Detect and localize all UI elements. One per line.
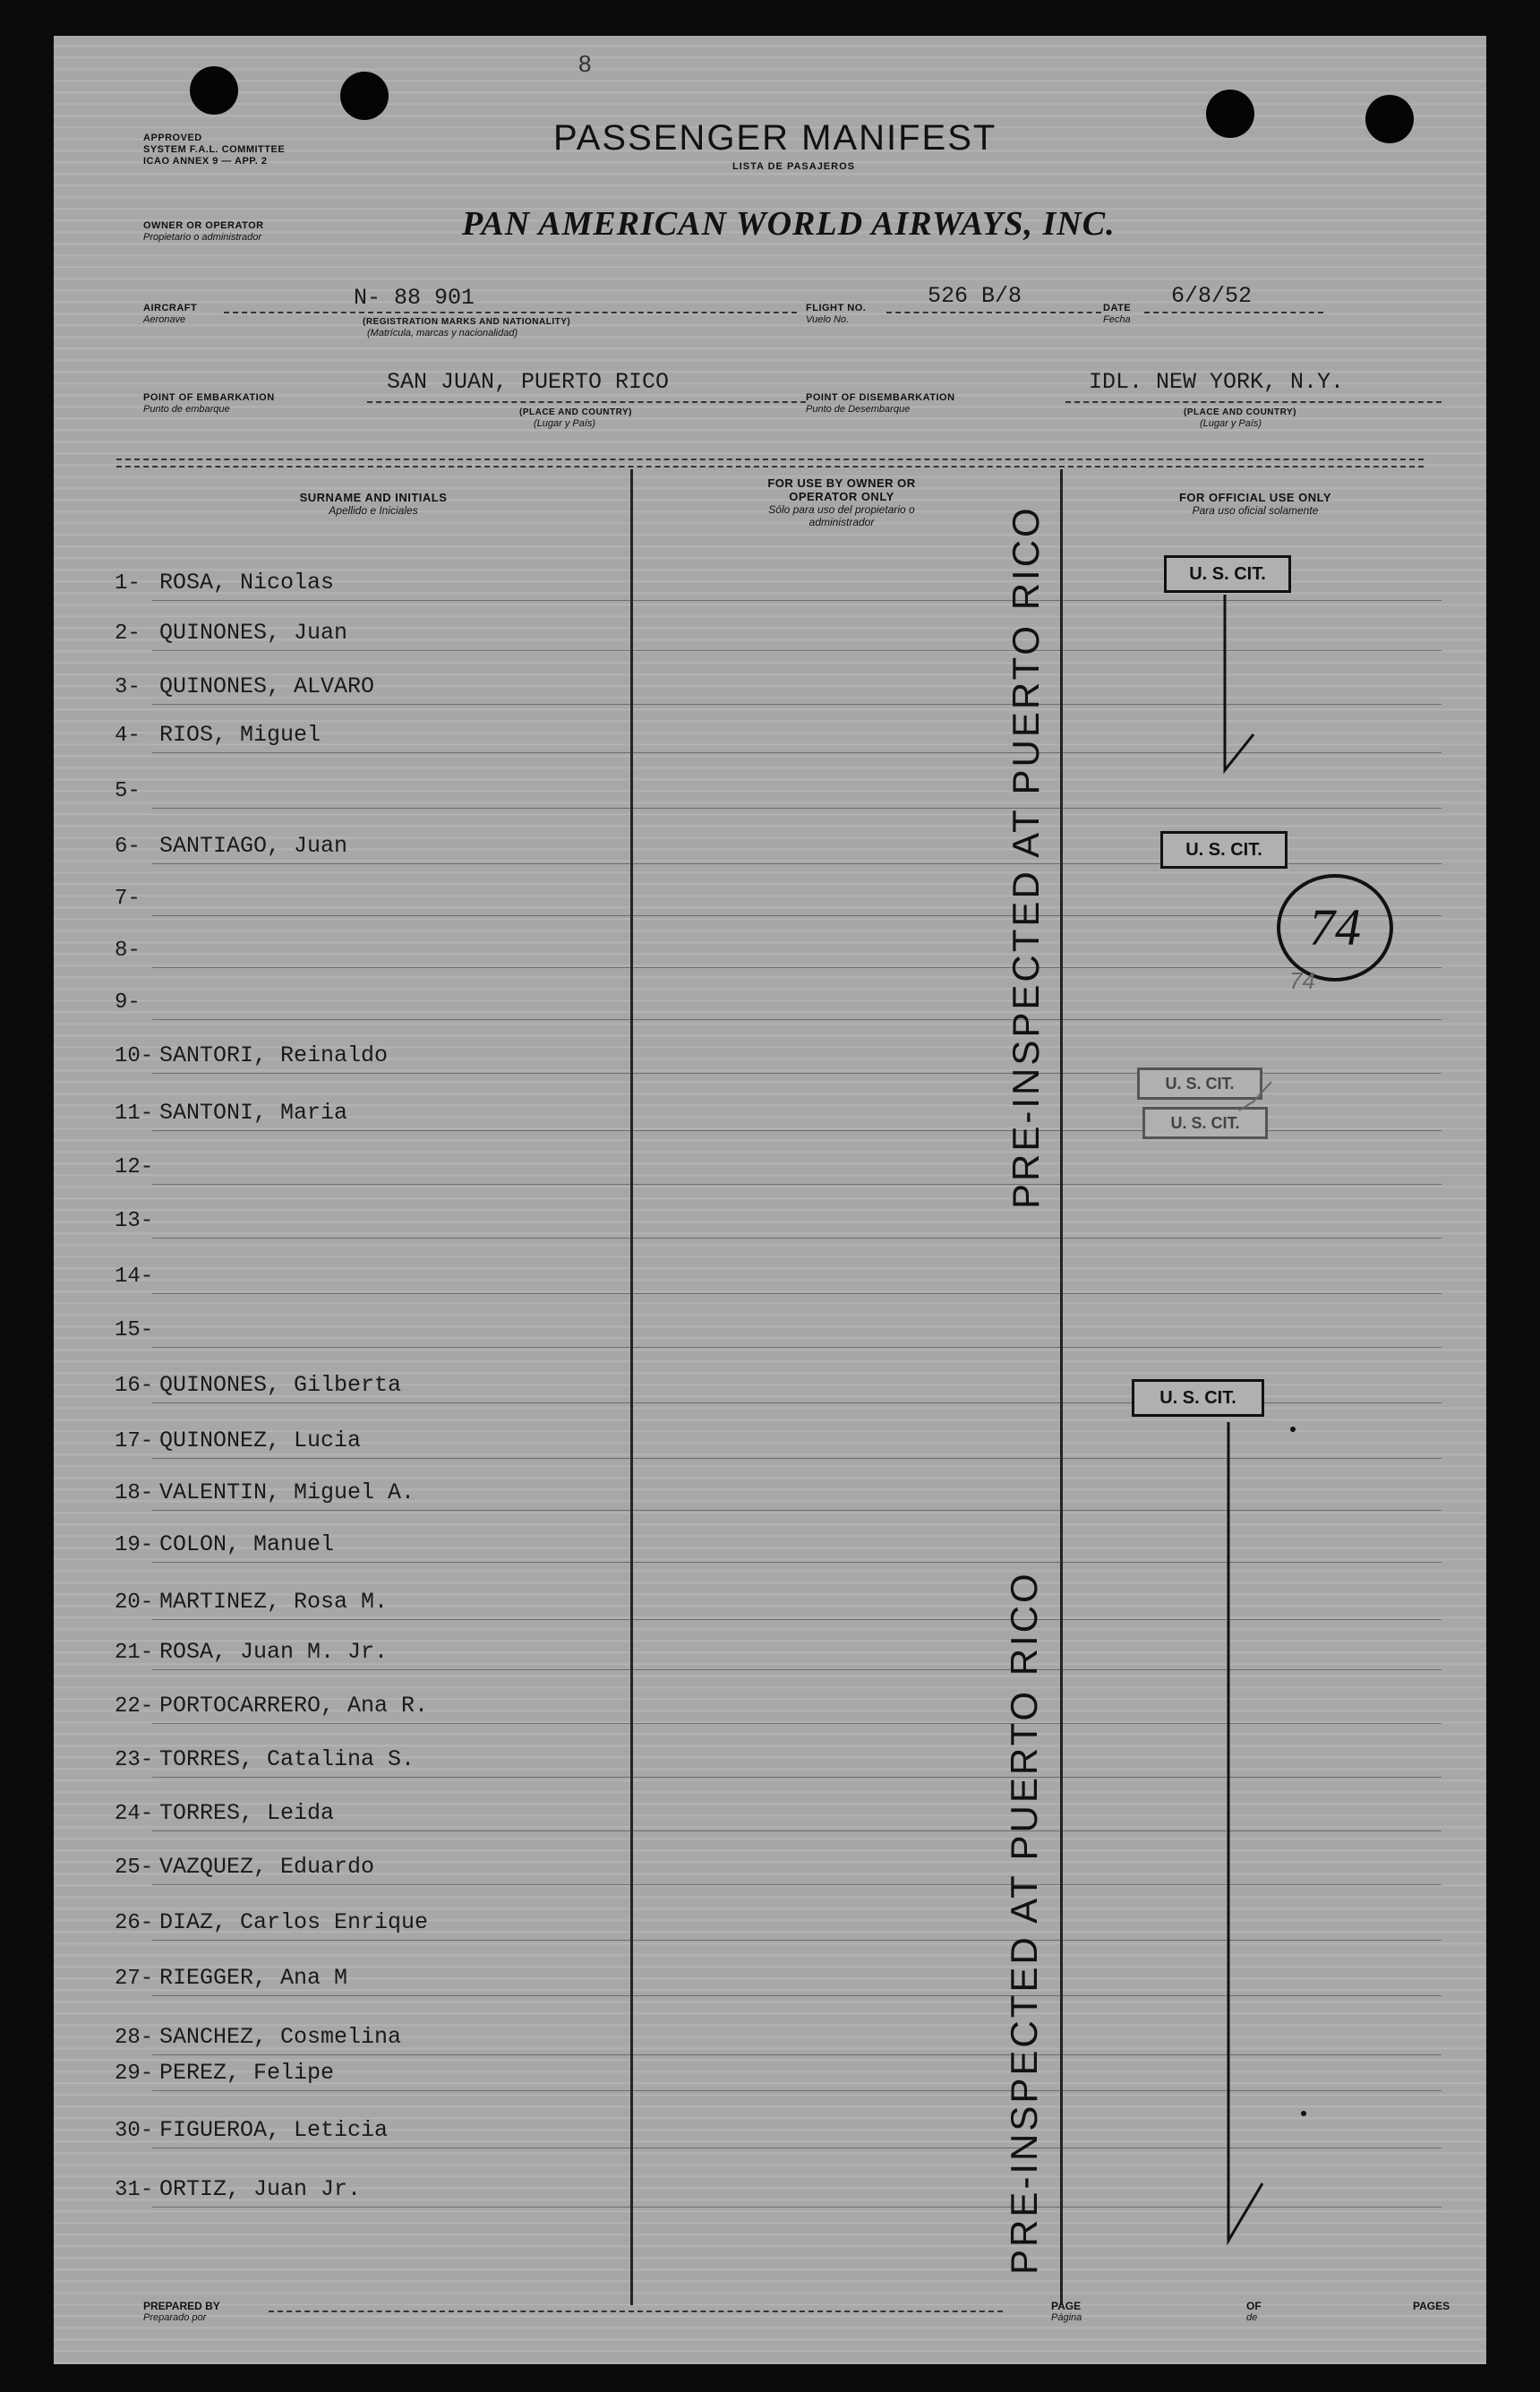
passenger-row-name: ROSA, Juan M. Jr.: [159, 1639, 389, 1665]
passenger-row-number: 1-: [115, 571, 141, 596]
top-pencil-mark: 8: [578, 50, 592, 77]
passenger-row-number: 21-: [115, 1641, 154, 1665]
passenger-row-name: TORRES, Leida: [159, 1800, 335, 1826]
us-cit-stamp-2: U. S. CIT.: [1160, 831, 1288, 869]
embarkation-label: POINT OF EMBARKATION: [143, 392, 275, 403]
passenger-row-name: SANTONI, Maria: [159, 1100, 348, 1126]
check-line-1: [1225, 595, 1253, 770]
circled-number-mark: [1277, 874, 1393, 982]
passenger-row-number: 2-: [115, 622, 141, 646]
passenger-row-name: ROSA, Nicolas: [159, 570, 335, 596]
passenger-row-name: QUINONES, Juan: [159, 620, 348, 646]
check-line-3: [1239, 1082, 1271, 1110]
passenger-row-number: 28-: [115, 2026, 154, 2050]
passenger-row-name: COLON, Manuel: [159, 1531, 335, 1557]
flight-label: FLIGHT NO.: [806, 303, 867, 313]
embarkation-label-es: Punto de embarque: [143, 404, 230, 415]
passenger-row-number: 24-: [115, 1802, 154, 1826]
disembarkation-value: IDL. NEW YORK, N.Y.: [1089, 369, 1345, 395]
approval-line-1: APPROVED: [143, 133, 202, 143]
column-header-surname-label: SURNAME AND INITIALS: [299, 491, 448, 504]
aircraft-caption: (REGISTRATION MARKS AND NATIONALITY): [363, 317, 571, 327]
passenger-row-number: 26-: [115, 1911, 154, 1935]
passenger-row-name: VAZQUEZ, Eduardo: [159, 1854, 375, 1880]
disembarkation-label-es: Punto de Desembarque: [806, 404, 911, 415]
passenger-row-name: RIEGGER, Ana M: [159, 1965, 348, 1991]
passenger-row-number: 8-: [115, 939, 141, 963]
embarkation-caption: (PLACE AND COUNTRY): [519, 407, 632, 417]
passenger-row-number: 27-: [115, 1967, 154, 1991]
passenger-row-name: RIOS, Miguel: [159, 722, 321, 748]
passenger-row-name: TORRES, Catalina S.: [159, 1746, 415, 1772]
page-title: PASSENGER MANIFEST: [553, 118, 997, 158]
of-label: OF: [1246, 2300, 1262, 2312]
passenger-row-number: 9-: [115, 990, 141, 1015]
passenger-row-name: FIGUEROA, Leticia: [159, 2117, 389, 2143]
passenger-row-name: DIAZ, Carlos Enrique: [159, 1909, 429, 1935]
aircraft-label-es: Aeronave: [143, 314, 186, 325]
flight-value: 526 B/8: [928, 283, 1022, 309]
embarkation-caption-es: (Lugar y País): [534, 418, 596, 429]
prepared-by-underline: [269, 2311, 1003, 2312]
passenger-row-number: 13-: [115, 1209, 154, 1233]
embarkation-value: SAN JUAN, PUERTO RICO: [387, 369, 670, 395]
column-header-official-use-label: FOR OFFICIAL USE ONLY: [1178, 491, 1332, 504]
date-label-es: Fecha: [1103, 314, 1131, 325]
passenger-row-number: 5-: [115, 779, 141, 803]
passenger-row-name: ORTIZ, Juan Jr.: [159, 2176, 362, 2202]
passenger-row-number: 11-: [115, 1102, 154, 1126]
disembarkation-label: POINT OF DISEMBARKATION: [806, 392, 955, 403]
owner-label: OWNER OR OPERATOR: [143, 220, 264, 231]
passenger-row-number: 30-: [115, 2119, 154, 2143]
passenger-row-name: SANTIAGO, Juan: [159, 833, 348, 859]
aircraft-label: AIRCRAFT: [143, 303, 198, 313]
owner-label-es: Propietario o administrador: [143, 232, 262, 243]
passenger-row-number: 7-: [115, 887, 141, 911]
passenger-row-name: MARTINEZ, Rosa M.: [159, 1589, 389, 1615]
passenger-row-name: QUINONEZ, Lucia: [159, 1427, 362, 1453]
page-subtitle: LISTA DE PASAJEROS: [732, 161, 855, 172]
passenger-row-number: 29-: [115, 2062, 154, 2086]
passenger-row-number: 12-: [115, 1155, 154, 1179]
aircraft-caption-es: (Matrícula, marcas y nacionalidad): [367, 328, 518, 339]
column-header-surname-label-es: Apellido e Iniciales: [329, 504, 418, 517]
passenger-row-name: QUINONES, Gilberta: [159, 1372, 402, 1398]
column-header-official-use-label-es: Para uso oficial solamente: [1192, 504, 1319, 517]
passenger-row-name: VALENTIN, Miguel A.: [159, 1479, 415, 1505]
passenger-row-number: 6-: [115, 835, 141, 859]
passenger-row-number: 19-: [115, 1533, 154, 1557]
passenger-row-number: 16-: [115, 1374, 154, 1398]
date-label: DATE: [1103, 303, 1132, 313]
passenger-row-number: 20-: [115, 1590, 154, 1615]
disembarkation-caption: (PLACE AND COUNTRY): [1184, 407, 1296, 417]
us-cit-stamp-3: U. S. CIT.: [1137, 1067, 1262, 1100]
passenger-row-number: 10-: [115, 1044, 154, 1068]
check-line-2: [1228, 1422, 1262, 2241]
passenger-row-name: PORTOCARRERO, Ana R.: [159, 1693, 429, 1719]
passenger-row-number: 14-: [115, 1265, 154, 1289]
approval-line-3: ICAO ANNEX 9 — APP. 2: [143, 156, 268, 167]
passenger-row-number: 25-: [115, 1856, 154, 1880]
date-value: 6/8/52: [1171, 283, 1253, 309]
column-header-owner-use-label: FOR USE BY OWNER OR OPERATOR ONLY: [767, 476, 916, 503]
passenger-row-number: 31-: [115, 2178, 154, 2202]
faint-number: 74: [1289, 967, 1315, 994]
dot-mark-2: [1301, 2111, 1306, 2116]
passenger-row-name: PEREZ, Felipe: [159, 2060, 335, 2086]
manifest-sheet: [54, 36, 1486, 2364]
passenger-row-number: 18-: [115, 1481, 154, 1505]
passenger-row-name: QUINONES, ALVARO: [159, 673, 375, 699]
passenger-row-number: 4-: [115, 724, 141, 748]
us-cit-stamp-5: U. S. CIT.: [1132, 1379, 1264, 1417]
passenger-row-name: SANTORI, Reinaldo: [159, 1042, 389, 1068]
approval-line-2: SYSTEM F.A.L. COMMITTEE: [143, 144, 286, 155]
aircraft-value: N- 88 901: [354, 285, 475, 311]
flight-label-es: Vuelo No.: [806, 314, 850, 325]
circled-number: 74: [1309, 898, 1361, 956]
page-label: PAGE: [1051, 2300, 1082, 2312]
of-label-es: de: [1246, 2312, 1258, 2323]
dot-mark-1: [1290, 1427, 1296, 1432]
passenger-row-number: 23-: [115, 1748, 154, 1772]
page-label-es: Página: [1051, 2312, 1082, 2323]
prepared-by-label-es: Preparado por: [143, 2312, 207, 2323]
pages-label: PAGES: [1413, 2300, 1450, 2312]
prepared-by-label: PREPARED BY: [143, 2300, 220, 2312]
passenger-row-name: SANCHEZ, Cosmelina: [159, 2024, 402, 2050]
disembarkation-caption-es: (Lugar y País): [1200, 418, 1262, 429]
preinspected-stamp-1: PRE-INSPECTED AT PUERTO RICO: [1005, 505, 1047, 1209]
column-header-owner-use-label-es: Sólo para uso del propietario o administrador: [768, 503, 915, 528]
passenger-row-number: 3-: [115, 675, 141, 699]
passenger-row-number: 15-: [115, 1318, 154, 1342]
check-marks: [54, 36, 1486, 2364]
us-cit-stamp-4: U. S. CIT.: [1142, 1107, 1268, 1139]
us-cit-stamp-1: U. S. CIT.: [1164, 555, 1291, 593]
operator-name: PAN AMERICAN WORLD AIRWAYS, INC.: [462, 205, 1116, 243]
preinspected-stamp-2: PRE-INSPECTED AT PUERTO RICO: [1003, 1571, 1045, 2275]
passenger-row-number: 22-: [115, 1694, 154, 1719]
passenger-row-number: 17-: [115, 1429, 154, 1453]
